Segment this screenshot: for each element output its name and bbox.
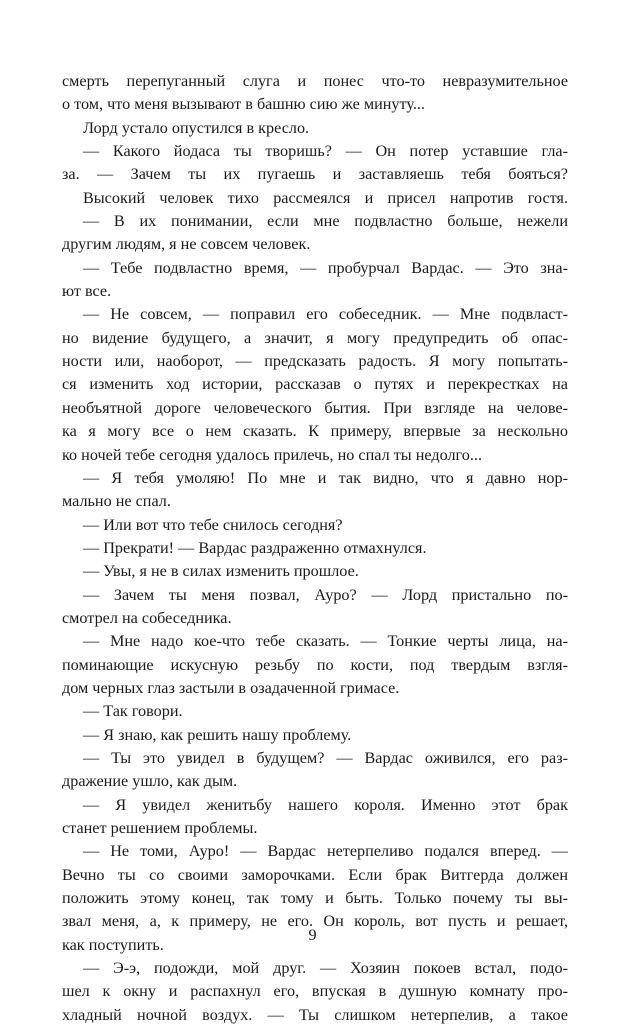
text-line: поминающие искусную резьбу по кости, под твердым взгля- <box>62 655 568 674</box>
text-line: Вечно ты со своими заморочками. Если брак Витгерда должен <box>62 865 568 884</box>
text-line: хладный ночной воздух. — Ты слишком нетерпелив, а такое <box>62 1005 568 1024</box>
text-line: как поступить. <box>62 935 164 954</box>
text-line: Лорд устало опустился в кресло. <box>83 118 310 137</box>
text-line: ко ночей тебе сегодня удалось прилечь, но спал ты недолго... <box>62 445 483 464</box>
body-text <box>62 70 568 1027</box>
text-line: смотрел на собеседника. <box>62 608 232 627</box>
text-line: — В их понимании, если мне подвластно больше, нежели <box>83 212 568 231</box>
text-line: — Так говори. <box>83 702 183 721</box>
text-line: смерть перепуганный слуга и понес что-то невразумительное <box>62 72 568 90</box>
text-line: ся изменить ход истории, рассказав о путях и перекрестках на <box>62 375 568 394</box>
text-line: — Я тебя умоляю! По мне и так видно, что я давно нор- <box>83 468 568 487</box>
text-line: — Тебе подвластно время, — пробурчал Вардас. — Это зна- <box>83 258 568 277</box>
text-line: ности или, наоборот, — предсказать радость. Я могу попытать- <box>62 352 568 371</box>
text-line: — Я увидел женитьбу нашего короля. Именно этот брак <box>83 795 568 814</box>
text-line: за. — Зачем ты их пугаешь и заставляешь тебя бояться? <box>62 165 568 184</box>
page-number: 9 <box>308 926 317 944</box>
text-line: ка я могу все о нем сказать. К примеру, впервые за нескольно <box>62 422 568 441</box>
text-line: — Какого йодаса ты творишь? — Он потер уставшие гла- <box>83 142 568 161</box>
text-line: — Э-э, подожди, мой друг. — Хозяин покоев встал, подо- <box>83 959 568 978</box>
text-line: — Я знаю, как решить нашу проблему. <box>83 725 352 744</box>
text-line: Высокий человек тихо рассмеялся и присел напротив гостя. <box>83 188 568 207</box>
text-line: — Увы, я не в силах изменить прошлое. <box>83 562 359 581</box>
text-line: — Мне надо кое-что тебе сказать. — Тонкие черты лица, на- <box>83 632 568 651</box>
text-line: звал меня, а, к примеру, не его. Он король, вот пусть и решает, <box>62 912 568 931</box>
text-line: необъятной дороге человеческого бытия. При взгляде на челове- <box>62 398 568 417</box>
text-line: — Не совсем, — поправил его собеседник. — Мне подвласт- <box>83 305 568 324</box>
text-line: станет решением проблемы. <box>62 819 258 837</box>
text-line: дражение ушло, как дым. <box>62 772 238 791</box>
text-line: мально не спал. <box>62 492 171 511</box>
text-line: ют все. <box>62 282 112 301</box>
text-line: шел к окну и распахнул его, впуская в душную комнату про- <box>62 982 568 1001</box>
text-line: — Зачем ты меня позвал, Ауро? — Лорд пристально по- <box>83 585 568 604</box>
text-line: но видение будущего, а значит, я могу предупредить об опас- <box>62 328 568 347</box>
text-line: положить этому конец, так тому и быть. Только почему ты вы- <box>62 889 568 908</box>
text-line: — Не томи, Ауро! — Вардас нетерпеливо подался вперед. — <box>83 842 568 861</box>
text-line: о том, что меня вызывают в башню сию же минуту... <box>62 95 425 114</box>
text-line: — Прекрати! — Вардас раздраженно отмахнулся. <box>83 538 427 557</box>
text-line: — Ты это увидел в будущем? — Вардас оживился, его раз- <box>83 748 568 767</box>
text-line: — Или вот что тебе снилось сегодня? <box>83 515 343 534</box>
text-line: другим людям, я не совсем человек. <box>62 235 311 254</box>
text-line: дом черных глаз застыли в озадаченной гримасе. <box>62 678 400 697</box>
